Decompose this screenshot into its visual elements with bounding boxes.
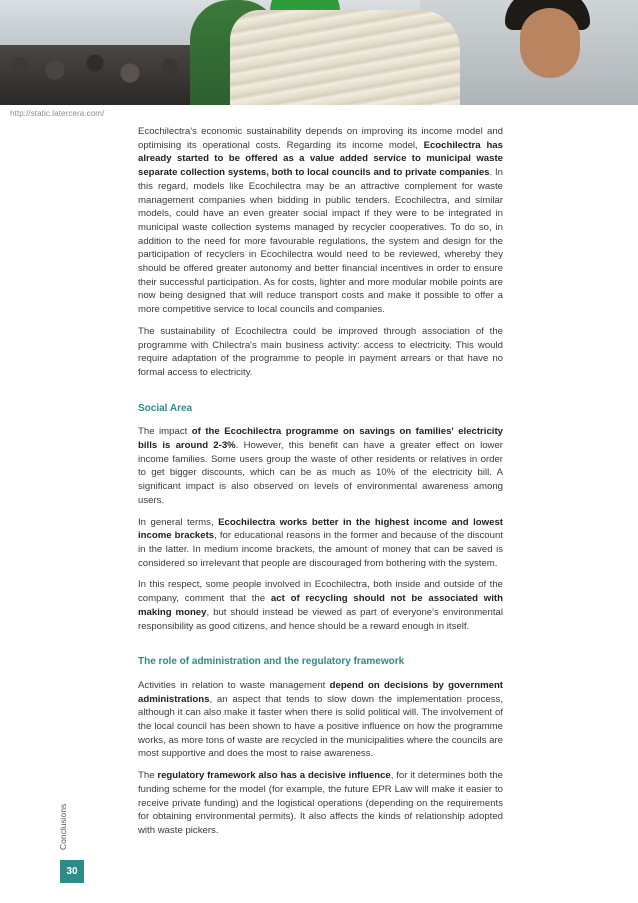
header-photo	[0, 0, 638, 105]
text-run: In this respect, some people involved in Ecochilectra, both inside and outside of the company, comment that the	[138, 579, 503, 605]
text-run: , for educational reasons in the former and because of the discount in the latter. In medium income brackets, the amount of money that can be saved is considered so irrelevant that people are discouraged from bothering with the system.	[138, 530, 503, 569]
text-run: , an aspect that tends to slow down the implementation process, although it can also make it faster when there is solid political will. The involvement of the local council has been shown to have a positive influence on how the programme works, as more tons of waste are recycled in the municipalities where the councils are most supportive and does the most to raise awareness.	[138, 693, 503, 760]
bold-run: depend on decisions by government administrations	[138, 679, 503, 705]
section-heading-social: Social Area	[138, 402, 193, 414]
bold-run: Ecochilectra works better in the highest income and lowest income brackets	[138, 516, 503, 542]
bold-run: act of recycling should not be associated with making money	[138, 593, 503, 618]
photo-credit: http://static.latercera.com/	[10, 109, 105, 118]
page-number: 30	[60, 860, 84, 883]
paragraph	[138, 679, 503, 761]
paper-bundle	[230, 10, 460, 105]
main-text	[138, 125, 503, 846]
paragraph	[138, 578, 503, 633]
worker-face	[520, 8, 580, 78]
paragraph: The sustainability of Ecochilectra could be improved through association of the programme with Chilectra's main business activity: access to electricity. This would require adaptation of the programme to people in payment arrears or that have no formal access to electricity.	[138, 325, 503, 378]
section-label: Conclusions	[58, 803, 68, 850]
text-run: , but should instead be viewed as part of everyone's environmental responsibility as good citizens, and hence should be a reward enough in itself.	[138, 606, 503, 632]
paragraph	[138, 769, 503, 838]
text-run: Activities in relation to waste management	[138, 679, 330, 691]
text-run: Ecochilectra's economic sustainability depends on improving its income model and optimising its operational costs. Regarding its income model,	[138, 126, 503, 151]
crowd-background	[0, 45, 200, 105]
bold-run: regulatory framework also has a decisive influence	[157, 770, 391, 782]
text-run: , for it determines both the funding scheme for the model (for example, the future EPR Law will make it easier to receive private funding) and the logistical operations (depending on the requirements for obtaining environmental permits). It also affects the kinds of relationship adopted with waste pickers.	[138, 770, 503, 836]
text-run: In general terms,	[138, 516, 219, 528]
bold-run: of the Ecochilectra programme on savings on families' electricity bills is around 2-3%	[138, 426, 503, 452]
text-run: . In this regard, models like Ecochilectra may be an attractive complement for waste management companies when bidding in public tenders. Ecochilectra, and similar models, could have an even greater social impact if they were to be integrated in municipal waste collection systems managed by recycler cooperatives. To do so, in addition to the need for more favourable regulations, the system and design for the participation of recyclers in Ecochilectra would need to be reviewed, whereby they should be offered greater autonomy and better financial incentives in order to ensure their successful participation. As for costs, lighter and more modular mobile points are now being designed that will reduce transport costs and make it possible to offer a more competitive service to local councils and companies.	[138, 167, 503, 316]
text-run: . However, this benefit can have a greater effect on lower income families. Some users group the waste of other residents or relatives in order to get bigger discounts, which can be as much as 10% of the electricity bill. A significant impact is also observed on levels of environmental awareness among users.	[138, 440, 503, 506]
text-run: The	[138, 770, 158, 782]
bold-run: Ecochilectra has already started to be offered as a value added service to municipal waste separate collection systems, both to local councils and to private companies	[138, 139, 503, 179]
section-heading-admin: The role of administration and the regulatory framework	[138, 656, 405, 668]
text-run: The impact	[138, 426, 192, 438]
paragraph	[138, 125, 503, 317]
paragraph	[138, 425, 503, 507]
paragraph	[138, 516, 503, 571]
